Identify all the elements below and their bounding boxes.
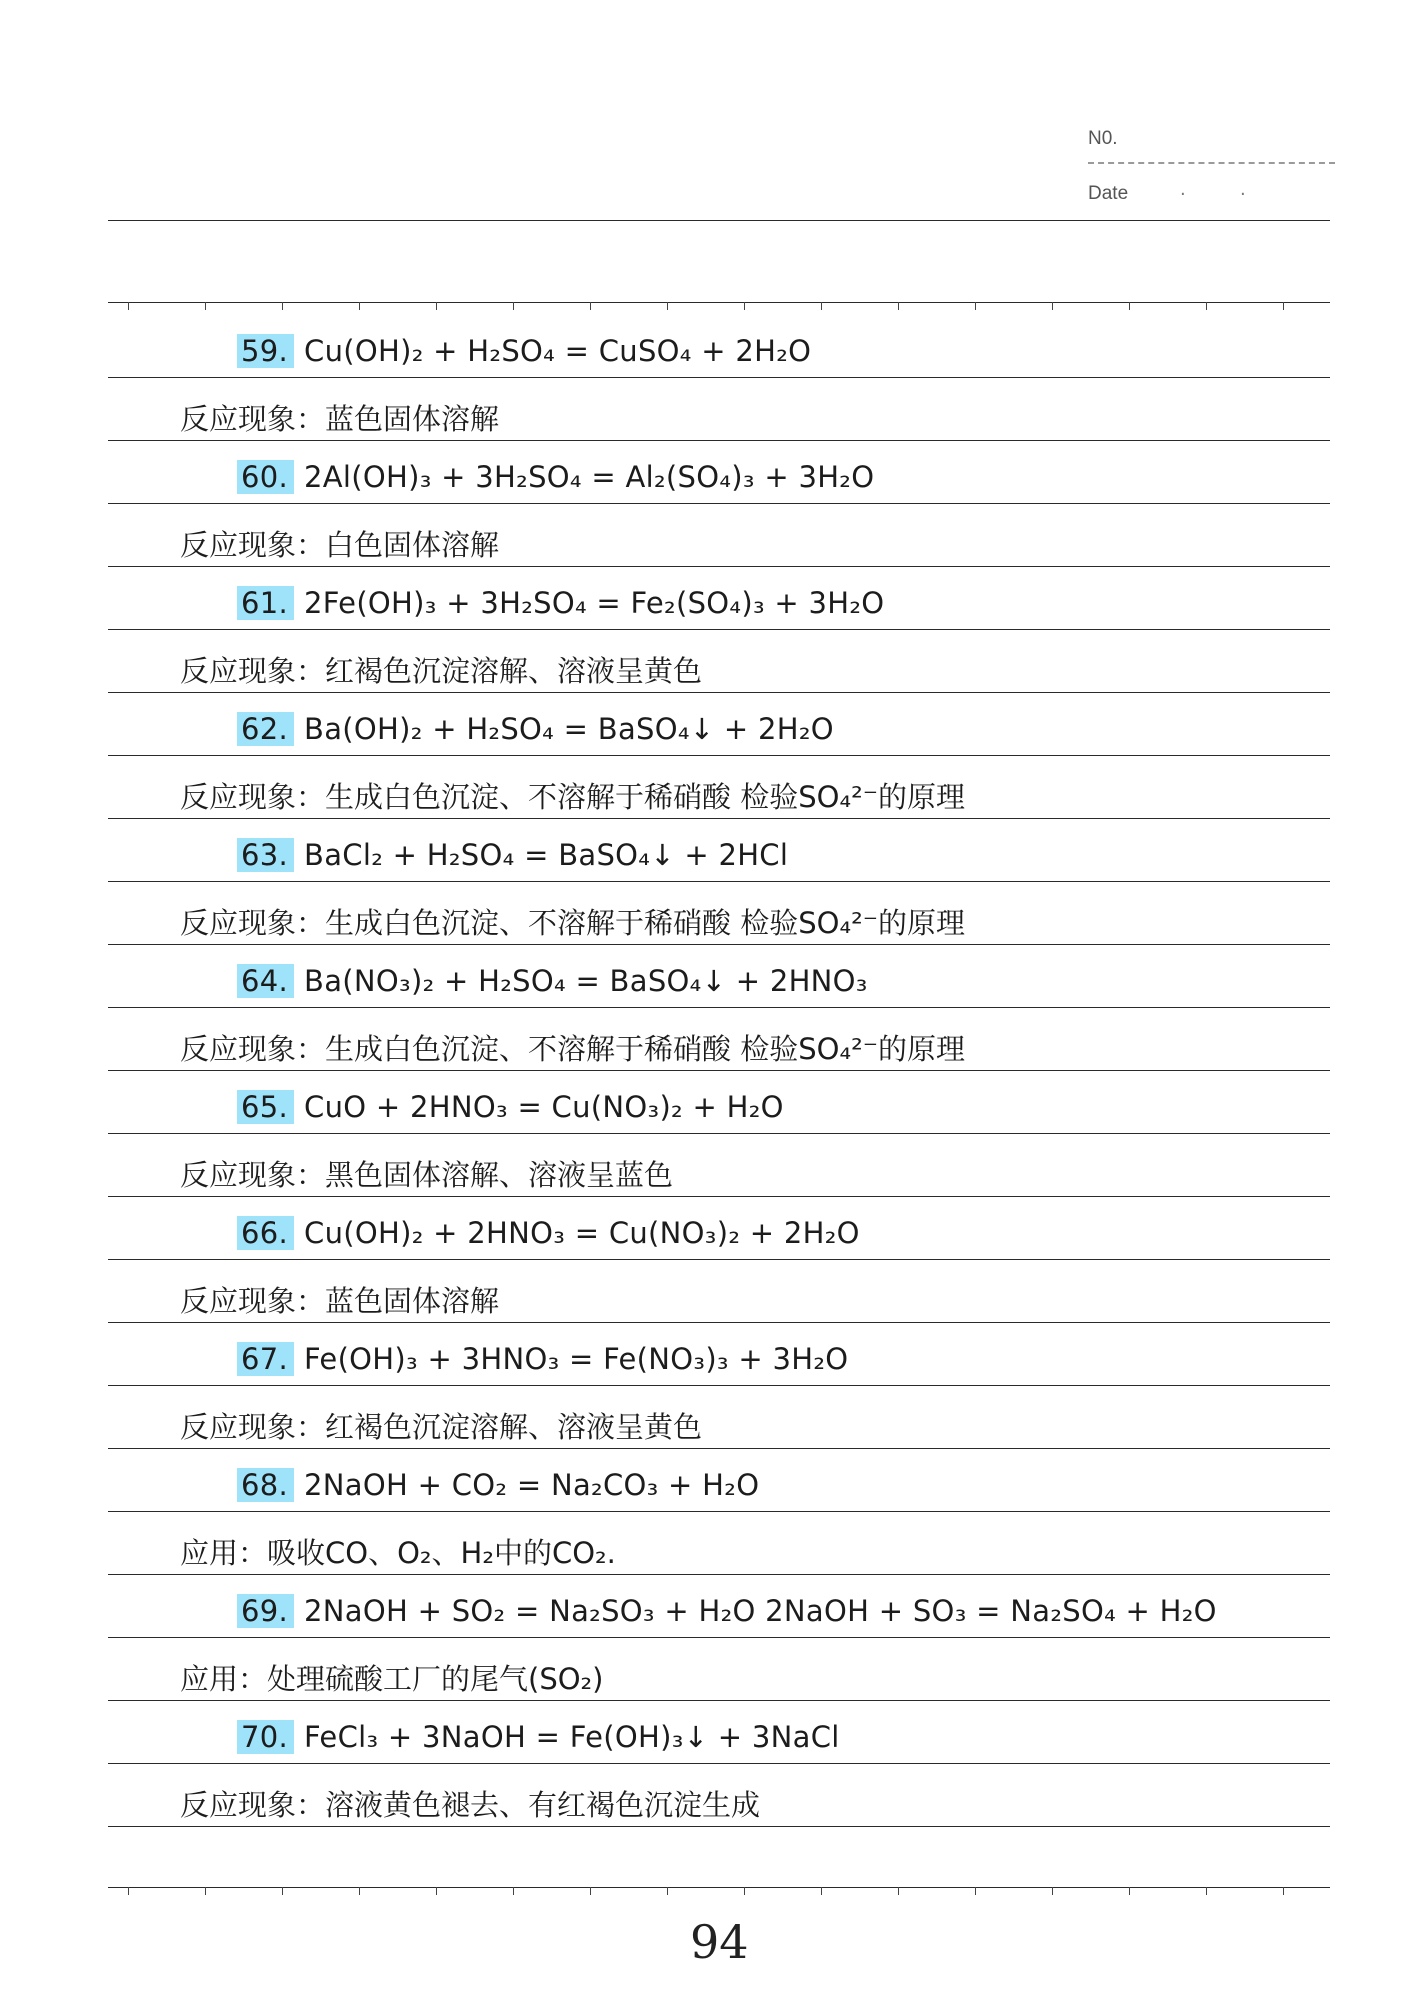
ruled-line xyxy=(108,1385,1330,1386)
ruled-line xyxy=(108,377,1330,378)
ruled-line xyxy=(108,1700,1330,1701)
equation-line xyxy=(237,1594,1217,1628)
reaction-note: 应用：处理硫酸工厂的尾气(SO₂) xyxy=(180,1662,604,1696)
equation-line xyxy=(237,712,834,746)
equation-line xyxy=(237,1342,848,1376)
ruled-line xyxy=(108,881,1330,882)
ruled-line xyxy=(108,1196,1330,1197)
ruled-line xyxy=(108,566,1330,567)
reaction-note: 反应现象：生成白色沉淀、不溶解于稀硝酸 检验SO₄²⁻的原理 xyxy=(180,1032,966,1066)
chemical-equation: CuO + 2HNO₃ = Cu(NO₃)₂ + H₂O xyxy=(304,1090,784,1124)
page-number: 94 xyxy=(690,1915,749,1969)
chemical-equation: 2NaOH + SO₂ = Na₂SO₃ + H₂O 2NaOH + SO₃ = Na₂SO₄ + H₂O xyxy=(304,1594,1217,1628)
ruled-line xyxy=(108,440,1330,441)
equation-line xyxy=(237,1216,860,1250)
chemical-equation: 2Al(OH)₃ + 3H₂SO₄ = Al₂(SO₄)₃ + 3H₂O xyxy=(304,460,875,494)
equation-line xyxy=(237,964,868,998)
ruled-line xyxy=(108,1007,1330,1008)
equation-line xyxy=(237,586,884,620)
chemical-equation: Cu(OH)₂ + 2HNO₃ = Cu(NO₃)₂ + 2H₂O xyxy=(304,1216,860,1250)
reaction-note: 反应现象：蓝色固体溶解 xyxy=(180,1284,500,1318)
equation-number-highlight: 60. xyxy=(237,460,294,494)
equation-number-highlight: 63. xyxy=(237,838,294,872)
chemical-equation: 2NaOH + CO₂ = Na₂CO₃ + H₂O xyxy=(304,1468,760,1502)
equation-number-highlight: 66. xyxy=(237,1216,294,1250)
equation-line xyxy=(237,460,874,494)
equation-number-highlight: 69. xyxy=(237,1594,294,1628)
equation-number-highlight: 61. xyxy=(237,586,294,620)
date-separator-dot: · xyxy=(1240,184,1246,205)
chemical-equation: Cu(OH)₂ + H₂SO₄ = CuSO₄ + 2H₂O xyxy=(304,334,812,368)
top-tick-row xyxy=(108,302,1328,316)
reaction-note: 反应现象：黑色固体溶解、溶液呈蓝色 xyxy=(180,1158,674,1192)
chemical-equation: 2Fe(OH)₃ + 3H₂SO₄ = Fe₂(SO₄)₃ + 3H₂O xyxy=(304,586,885,620)
ruled-line xyxy=(108,1259,1330,1260)
equation-number-highlight: 70. xyxy=(237,1720,294,1754)
equation-number-highlight: 62. xyxy=(237,712,294,746)
ruled-line xyxy=(108,1070,1330,1071)
header-rule xyxy=(108,220,1330,221)
reaction-note: 反应现象：红褐色沉淀溶解、溶液呈黄色 xyxy=(180,654,703,688)
ruled-line xyxy=(108,818,1330,819)
ruled-line xyxy=(108,1637,1330,1638)
date-label: Date xyxy=(1088,183,1129,204)
ruled-line xyxy=(108,1322,1330,1323)
ruled-line xyxy=(108,1574,1330,1575)
equation-number-highlight: 68. xyxy=(237,1468,294,1502)
ruled-line xyxy=(108,503,1330,504)
ruled-line xyxy=(108,1511,1330,1512)
chemical-equation: BaCl₂ + H₂SO₄ = BaSO₄↓ + 2HCl xyxy=(304,838,789,872)
equation-line xyxy=(237,838,788,872)
date-separator-dot: · xyxy=(1180,184,1186,205)
equation-line xyxy=(237,1720,840,1754)
equation-number-highlight: 59. xyxy=(237,334,294,368)
bottom-tick-row xyxy=(108,1887,1328,1901)
reaction-note: 反应现象：生成白色沉淀、不溶解于稀硝酸 检验SO₄²⁻的原理 xyxy=(180,906,966,940)
ruled-line xyxy=(108,755,1330,756)
equation-line xyxy=(237,1090,784,1124)
chemical-equation: FeCl₃ + 3NaOH = Fe(OH)₃↓ + 3NaCl xyxy=(304,1720,840,1754)
equation-line xyxy=(237,334,811,368)
no-label: N0. xyxy=(1088,128,1118,149)
chemical-equation: Fe(OH)₃ + 3HNO₃ = Fe(NO₃)₃ + 3H₂O xyxy=(304,1342,849,1376)
equation-number-highlight: 67. xyxy=(237,1342,294,1376)
equation-line xyxy=(237,1468,759,1502)
ruled-line xyxy=(108,629,1330,630)
reaction-note: 反应现象：红褐色沉淀溶解、溶液呈黄色 xyxy=(180,1410,703,1444)
equation-number-highlight: 65. xyxy=(237,1090,294,1124)
ruled-line xyxy=(108,1133,1330,1134)
ruled-line xyxy=(108,1826,1330,1827)
reaction-note: 应用：吸收CO、O₂、H₂中的CO₂. xyxy=(180,1536,616,1570)
reaction-note: 反应现象：蓝色固体溶解 xyxy=(180,402,500,436)
reaction-note: 反应现象：溶液黄色褪去、有红褐色沉淀生成 xyxy=(180,1788,761,1822)
equation-number-highlight: 64. xyxy=(237,964,294,998)
ruled-line xyxy=(108,692,1330,693)
ruled-line xyxy=(108,1763,1330,1764)
ruled-line xyxy=(108,1448,1330,1449)
ruled-line xyxy=(108,944,1330,945)
chemical-equation: Ba(NO₃)₂ + H₂SO₄ = BaSO₄↓ + 2HNO₃ xyxy=(304,964,868,998)
reaction-note: 反应现象：白色固体溶解 xyxy=(180,528,500,562)
chemical-equation: Ba(OH)₂ + H₂SO₄ = BaSO₄↓ + 2H₂O xyxy=(304,712,834,746)
reaction-note: 反应现象：生成白色沉淀、不溶解于稀硝酸 检验SO₄²⁻的原理 xyxy=(180,780,966,814)
no-dashed-line xyxy=(1088,162,1335,164)
